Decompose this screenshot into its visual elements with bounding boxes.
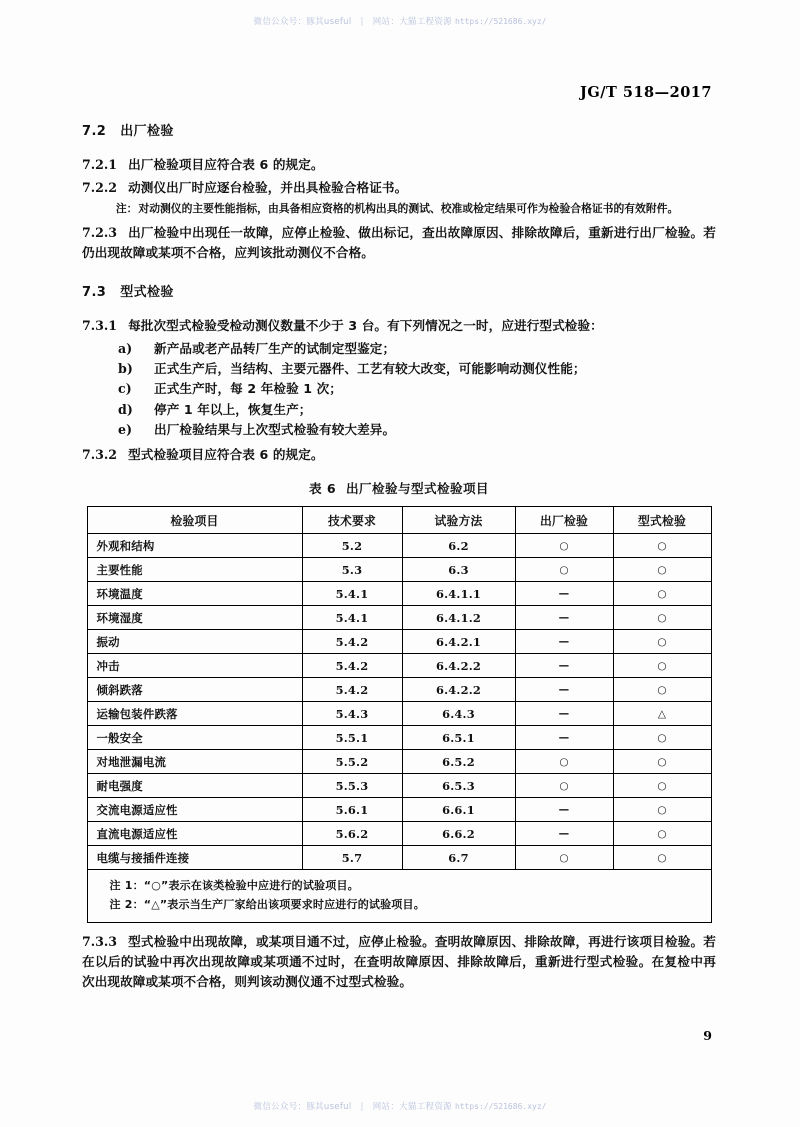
cell-factory-mark: ○ xyxy=(515,534,613,558)
table-row xyxy=(87,798,711,822)
column-header-requirement: 技术要求 xyxy=(302,507,402,534)
table-row xyxy=(87,606,711,630)
note-7-2-2 xyxy=(82,201,716,217)
clause-text-7-2-2: 动测仪出厂时应逐台检验，并出具检验合格证书。 xyxy=(128,179,408,195)
list-item-text: 新产品或老产品转厂生产的试制定型鉴定； xyxy=(154,340,396,356)
watermark-site: 网站：大猫工程资源 xyxy=(372,1102,452,1112)
column-header-method: 试验方法 xyxy=(402,507,515,534)
cell-type-mark: ○ xyxy=(613,534,711,558)
table-row xyxy=(87,630,711,654)
cell-factory-mark: ○ xyxy=(515,774,613,798)
cell-type-mark: ○ xyxy=(613,606,711,630)
clause-text-7-2-3: 出厂检验中出现任一故障，应停止检验、做出标记，查出故障原因、排除故障后，重新进行出厂检验。若仍出现故障或某项不合格，应判该批动测仪不合格。 xyxy=(82,224,716,260)
list-item xyxy=(82,379,716,399)
cell-type-mark: ○ xyxy=(613,654,711,678)
table-row xyxy=(87,702,711,726)
cell-method: 6.7 xyxy=(402,846,515,870)
cell-method: 6.4.1.1 xyxy=(402,582,515,606)
cell-item: 倾斜跌落 xyxy=(87,678,302,702)
watermark-top xyxy=(0,15,800,27)
section-title-7-2: 出厂检验 xyxy=(120,124,174,139)
clause-number-7-2-3: 7.2.3 xyxy=(82,224,118,240)
cell-type-mark: ○ xyxy=(613,558,711,582)
table-footnote-row xyxy=(87,870,711,923)
table-row xyxy=(87,726,711,750)
watermark-separator: | xyxy=(360,1102,364,1112)
cell-requirement: 5.6.1 xyxy=(302,798,402,822)
cell-item: 环境温度 xyxy=(87,582,302,606)
cell-requirement: 5.7 xyxy=(302,846,402,870)
paragraph-7-2-1 xyxy=(82,155,716,175)
column-header-item: 检验项目 xyxy=(87,507,302,534)
table-row xyxy=(87,654,711,678)
cell-method: 6.4.2.2 xyxy=(402,678,515,702)
watermark-site: 网站：大猫工程资源 xyxy=(372,17,452,27)
table-row xyxy=(87,582,711,606)
cell-type-mark: ○ xyxy=(613,678,711,702)
inspection-items-table xyxy=(87,506,712,923)
table-body xyxy=(87,534,711,870)
table-row xyxy=(87,750,711,774)
cell-type-mark: ○ xyxy=(613,774,711,798)
table-row xyxy=(87,822,711,846)
list-marker: c) xyxy=(118,381,132,397)
table-row xyxy=(87,774,711,798)
table-row xyxy=(87,678,711,702)
table-row xyxy=(87,534,711,558)
watermark-bottom xyxy=(0,1100,800,1112)
table-footnotes xyxy=(87,870,711,923)
cell-item: 主要性能 xyxy=(87,558,302,582)
section-number-7-2: 7.2 xyxy=(82,124,107,139)
cell-requirement: 5.4.1 xyxy=(302,582,402,606)
paragraph-7-3-2 xyxy=(82,445,716,465)
clause-number-7-3-2: 7.3.2 xyxy=(82,446,118,462)
cell-requirement: 5.4.2 xyxy=(302,630,402,654)
cell-type-mark: ○ xyxy=(613,630,711,654)
note-label-7-2-2: 注： xyxy=(115,201,138,215)
clause-number-7-3-3: 7.3.3 xyxy=(82,934,118,950)
cell-requirement: 5.5.1 xyxy=(302,726,402,750)
table-caption-title: 出厂检验与型式检验项目 xyxy=(346,481,489,497)
watermark-url: https://521686.xyz/ xyxy=(454,17,547,26)
cell-factory-mark: — xyxy=(515,654,613,678)
cell-method: 6.6.2 xyxy=(402,822,515,846)
cell-requirement: 5.4.2 xyxy=(302,678,402,702)
cell-factory-mark: — xyxy=(515,678,613,702)
cell-item: 运输包装件跌落 xyxy=(87,702,302,726)
table-row xyxy=(87,558,711,582)
cell-method: 6.4.2.1 xyxy=(402,630,515,654)
cell-type-mark: ○ xyxy=(613,750,711,774)
cell-item: 电缆与接插件连接 xyxy=(87,846,302,870)
cell-factory-mark: — xyxy=(515,630,613,654)
table-caption-number: 表 6 xyxy=(309,481,336,497)
cell-factory-mark: — xyxy=(515,606,613,630)
list-item xyxy=(82,400,716,420)
page-number: 9 xyxy=(703,1028,712,1043)
cell-requirement: 5.5.2 xyxy=(302,750,402,774)
cell-item: 外观和结构 xyxy=(87,534,302,558)
cell-item: 冲击 xyxy=(87,654,302,678)
section-heading-7-3 xyxy=(82,281,716,300)
cell-requirement: 5.5.3 xyxy=(302,774,402,798)
clause-number-7-3-1: 7.3.1 xyxy=(82,317,118,333)
clause-text-7-3-2: 型式检验项目应符合表 6 的规定。 xyxy=(128,446,324,462)
paragraph-7-2-2 xyxy=(82,178,716,198)
table-row xyxy=(87,846,711,870)
column-header-factory: 出厂检验 xyxy=(515,507,613,534)
list-item-text: 出厂检验结果与上次型式检验有较大差异。 xyxy=(154,422,396,438)
note-text-7-2-2: 对动测仪的主要性能指标，由具备相应资格的机构出具的测试、校准或检定结果可作为检验合格证书的有效附件。 xyxy=(138,201,679,215)
list-marker: e) xyxy=(118,422,133,438)
cell-item: 对地泄漏电流 xyxy=(87,750,302,774)
cell-item: 交流电源适应性 xyxy=(87,798,302,822)
table-note-2: 注 2：“△”表示当生产厂家给出该项要求时应进行的试验项目。 xyxy=(109,898,425,912)
cell-method: 6.5.2 xyxy=(402,750,515,774)
watermark-account: 微信公众号：豚其useful xyxy=(253,1102,352,1112)
list-item xyxy=(82,359,716,379)
cell-type-mark: ○ xyxy=(613,798,711,822)
clause-text-7-3-3: 型式检验中出现故障，或某项目通不过，应停止检验。查明故障原因、排除故障，再进行该项目检验。若在以后的试验中再次出现故障或某项通不过时，在查明故障原因、排除故障后，重新进行型式检验。在复检中再次出现故障或某项不合格，则判该动测仪通不过型式检验。 xyxy=(82,934,716,990)
cell-requirement: 5.4.3 xyxy=(302,702,402,726)
cell-factory-mark: — xyxy=(515,822,613,846)
paragraph-7-3-3 xyxy=(82,932,716,992)
table-header-row xyxy=(87,507,711,534)
list-item xyxy=(82,420,716,440)
cell-factory-mark: ○ xyxy=(515,846,613,870)
paragraph-7-3-1 xyxy=(82,316,716,336)
list-marker: d) xyxy=(118,401,133,417)
cell-factory-mark: — xyxy=(515,702,613,726)
cell-requirement: 5.3 xyxy=(302,558,402,582)
cell-method: 6.5.3 xyxy=(402,774,515,798)
cell-method: 6.5.1 xyxy=(402,726,515,750)
section-heading-7-2 xyxy=(82,120,716,139)
cell-item: 直流电源适应性 xyxy=(87,822,302,846)
section-number-7-3: 7.3 xyxy=(82,284,107,300)
standard-number-header: JG/T 518—2017 xyxy=(579,84,712,101)
cell-type-mark: ○ xyxy=(613,726,711,750)
list-marker: a) xyxy=(118,340,133,356)
clause-number-7-2-2: 7.2.2 xyxy=(82,179,118,195)
table-note-1: 注 1：“○”表示在该类检验中应进行的试验项目。 xyxy=(109,879,359,893)
watermark-account: 微信公众号：豚其useful xyxy=(253,17,352,27)
cell-factory-mark: — xyxy=(515,798,613,822)
document-body xyxy=(82,120,716,995)
cell-factory-mark: — xyxy=(515,582,613,606)
cell-method: 6.4.3 xyxy=(402,702,515,726)
cell-type-mark: ○ xyxy=(613,822,711,846)
cell-requirement: 5.2 xyxy=(302,534,402,558)
cell-method: 6.6.1 xyxy=(402,798,515,822)
cell-method: 6.4.2.2 xyxy=(402,654,515,678)
clause-text-7-2-1: 出厂检验项目应符合表 6 的规定。 xyxy=(128,157,324,172)
cell-item: 振动 xyxy=(87,630,302,654)
cell-method: 6.3 xyxy=(402,558,515,582)
list-item-text: 正式生产时，每 2 年检验 1 次； xyxy=(154,381,342,397)
footnote-cell xyxy=(87,870,711,923)
cell-item: 耐电强度 xyxy=(87,774,302,798)
table-caption xyxy=(82,478,716,497)
section-title-7-3: 型式检验 xyxy=(120,284,174,300)
column-header-type: 型式检验 xyxy=(613,507,711,534)
list-item xyxy=(82,339,716,359)
cell-item: 环境湿度 xyxy=(87,606,302,630)
cell-type-mark: ○ xyxy=(613,582,711,606)
list-marker: b) xyxy=(118,361,133,377)
clause-text-7-3-1: 每批次型式检验受检动测仪数量不少于 3 台。有下列情况之一时，应进行型式检验： xyxy=(128,317,603,333)
cell-factory-mark: ○ xyxy=(515,750,613,774)
cell-requirement: 5.4.1 xyxy=(302,606,402,630)
cell-item: 一般安全 xyxy=(87,726,302,750)
cell-requirement: 5.4.2 xyxy=(302,654,402,678)
conditions-list xyxy=(82,339,716,441)
cell-method: 6.2 xyxy=(402,534,515,558)
cell-factory-mark: ○ xyxy=(515,558,613,582)
cell-method: 6.4.1.2 xyxy=(402,606,515,630)
cell-type-mark: ○ xyxy=(613,846,711,870)
paragraph-7-2-3 xyxy=(82,223,716,263)
list-item-text: 正式生产后，当结构、主要元器件、工艺有较大改变，可能影响动测仪性能； xyxy=(154,361,586,377)
watermark-url: https://521686.xyz/ xyxy=(454,1102,547,1111)
watermark-separator: | xyxy=(360,17,364,27)
cell-factory-mark: — xyxy=(515,726,613,750)
list-item-text: 停产 1 年以上，恢复生产； xyxy=(154,401,312,417)
cell-type-mark: △ xyxy=(613,702,711,726)
cell-requirement: 5.6.2 xyxy=(302,822,402,846)
clause-number-7-2-1: 7.2.1 xyxy=(82,157,118,172)
